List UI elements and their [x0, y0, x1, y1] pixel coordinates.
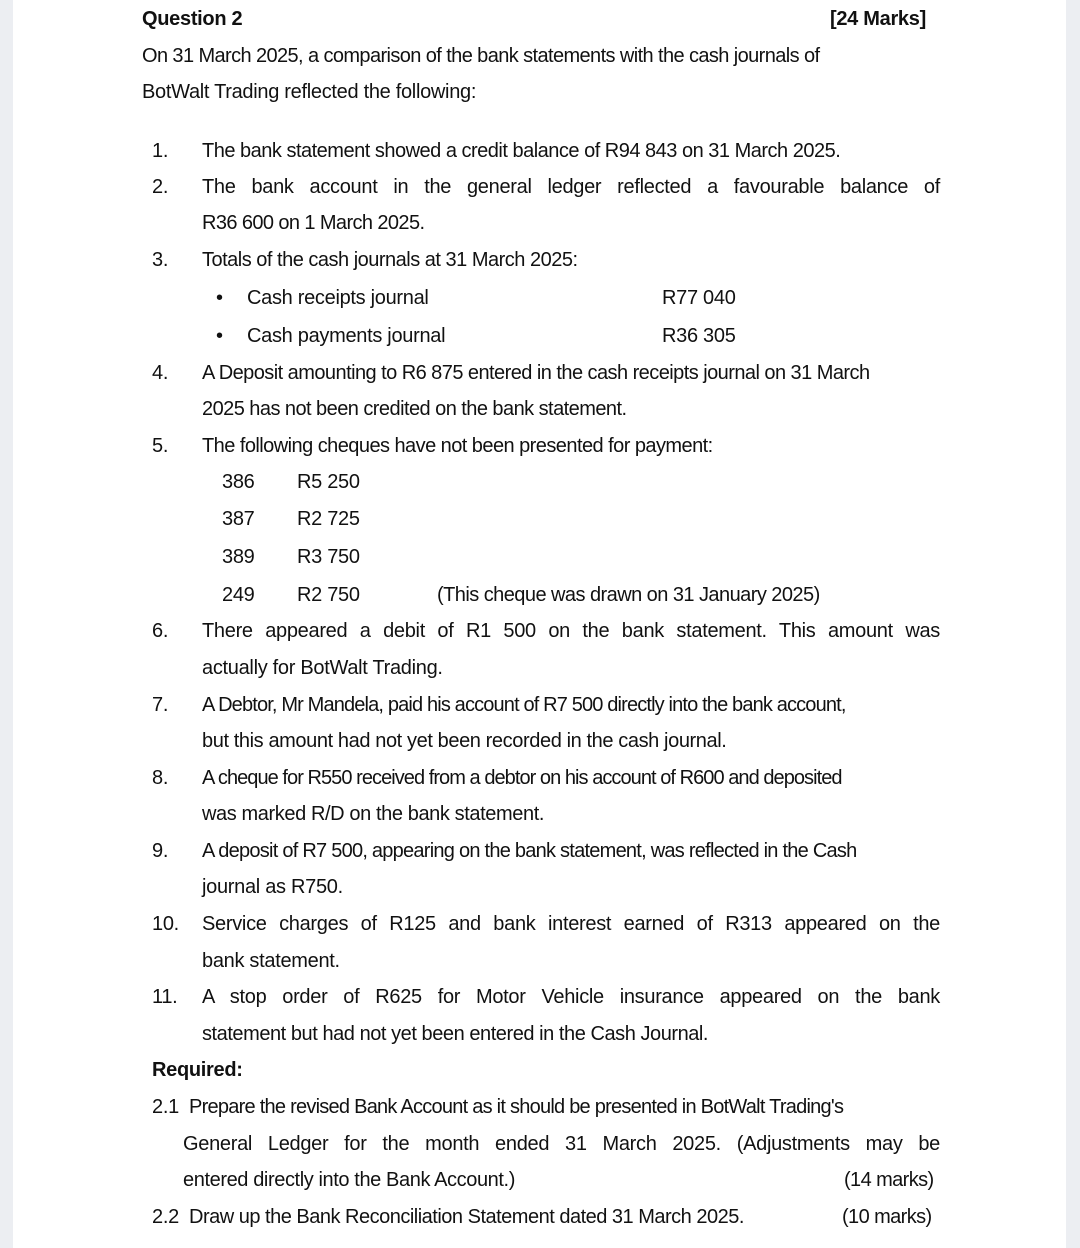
- task-marks: (14 marks): [844, 1169, 934, 1191]
- item-number: 7.: [152, 694, 169, 716]
- item-text: A cheque for R550 received from a debtor on his account of R600 and deposited: [202, 767, 842, 789]
- cheque-note: (This cheque was drawn on 31 January 2025): [437, 584, 820, 606]
- item-text: The following cheques have not been presented for payment:: [202, 435, 713, 457]
- item-text: statement but had not yet been entered in the Cash Journal.: [202, 1023, 709, 1045]
- item-number: 10.: [152, 913, 179, 935]
- item-text: Service charges of R125 and bank interest earned of R313 appeared on the: [202, 913, 940, 935]
- item-text: A Debtor, Mr Mandela, paid his account of R7 500 directly into the bank account,: [202, 694, 846, 716]
- cheque-number: 386: [222, 471, 255, 493]
- bullet-label: Cash receipts journal: [247, 287, 429, 309]
- task-text: Prepare the revised Bank Account as it should be presented in BotWalt Trading's: [189, 1096, 844, 1118]
- item-text: The bank account in the general ledger reflected a favourable balance of: [202, 176, 940, 198]
- item-text: There appeared a debit of R1 500 on the bank statement. This amount was: [202, 620, 940, 642]
- bullet-amount: R77 040: [662, 287, 736, 309]
- cheque-number: 387: [222, 508, 255, 530]
- cheque-amount: R2 725: [297, 508, 360, 530]
- item-number: 2.: [152, 176, 169, 198]
- item-text: journal as R750.: [202, 876, 343, 898]
- item-number: 8.: [152, 767, 169, 789]
- task-number: 2.2: [152, 1206, 179, 1228]
- task-text: General Ledger for the month ended 31 March 2025. (Adjustments may be: [183, 1133, 940, 1155]
- item-number: 5.: [152, 435, 169, 457]
- item-number: 6.: [152, 620, 169, 642]
- intro-line-1: On 31 March 2025, a comparison of the bank statements with the cash journals of: [142, 45, 820, 67]
- item-text: was marked R/D on the bank statement.: [202, 803, 545, 825]
- item-number: 11.: [152, 986, 178, 1008]
- cheque-amount: R2 750: [297, 584, 360, 606]
- item-text: but this amount had not yet been recorded in the cash journal.: [202, 730, 727, 752]
- task-number: 2.1: [152, 1096, 179, 1118]
- item-number: 1.: [152, 140, 169, 162]
- bullet-amount: R36 305: [662, 325, 736, 347]
- intro-line-2: BotWalt Trading reflected the following:: [142, 81, 477, 103]
- bullet-icon: •: [216, 325, 223, 347]
- item-text: A stop order of R625 for Motor Vehicle insurance appeared on the bank: [202, 986, 940, 1008]
- item-text: R36 600 on 1 March 2025.: [202, 212, 425, 234]
- task-text: entered directly into the Bank Account.): [183, 1169, 515, 1191]
- task-marks: (10 marks): [842, 1206, 932, 1228]
- item-text: A deposit of R7 500, appearing on the bank statement, was reflected in the Cash: [202, 840, 857, 862]
- cheque-amount: R3 750: [297, 546, 360, 568]
- cheque-amount: R5 250: [297, 471, 360, 493]
- item-text: Totals of the cash journals at 31 March 2025:: [202, 249, 578, 271]
- cheque-number: 389: [222, 546, 255, 568]
- item-text: bank statement.: [202, 950, 340, 972]
- item-text: 2025 has not been credited on the bank statement.: [202, 398, 627, 420]
- bullet-label: Cash payments journal: [247, 325, 446, 347]
- question-marks: [24 Marks]: [830, 8, 926, 30]
- item-text: A Deposit amounting to R6 875 entered in the cash receipts journal on 31 March: [202, 362, 870, 384]
- item-number: 3.: [152, 249, 169, 271]
- item-number: 4.: [152, 362, 169, 384]
- required-heading: Required:: [152, 1059, 243, 1081]
- task-text: Draw up the Bank Reconciliation Statement dated 31 March 2025.: [189, 1206, 744, 1228]
- bullet-icon: •: [216, 287, 223, 309]
- question-title: Question 2: [142, 8, 243, 30]
- item-number: 9.: [152, 840, 169, 862]
- cheque-number: 249: [222, 584, 255, 606]
- item-text: The bank statement showed a credit balance of R94 843 on 31 March 2025.: [202, 140, 841, 162]
- item-text: actually for BotWalt Trading.: [202, 657, 443, 679]
